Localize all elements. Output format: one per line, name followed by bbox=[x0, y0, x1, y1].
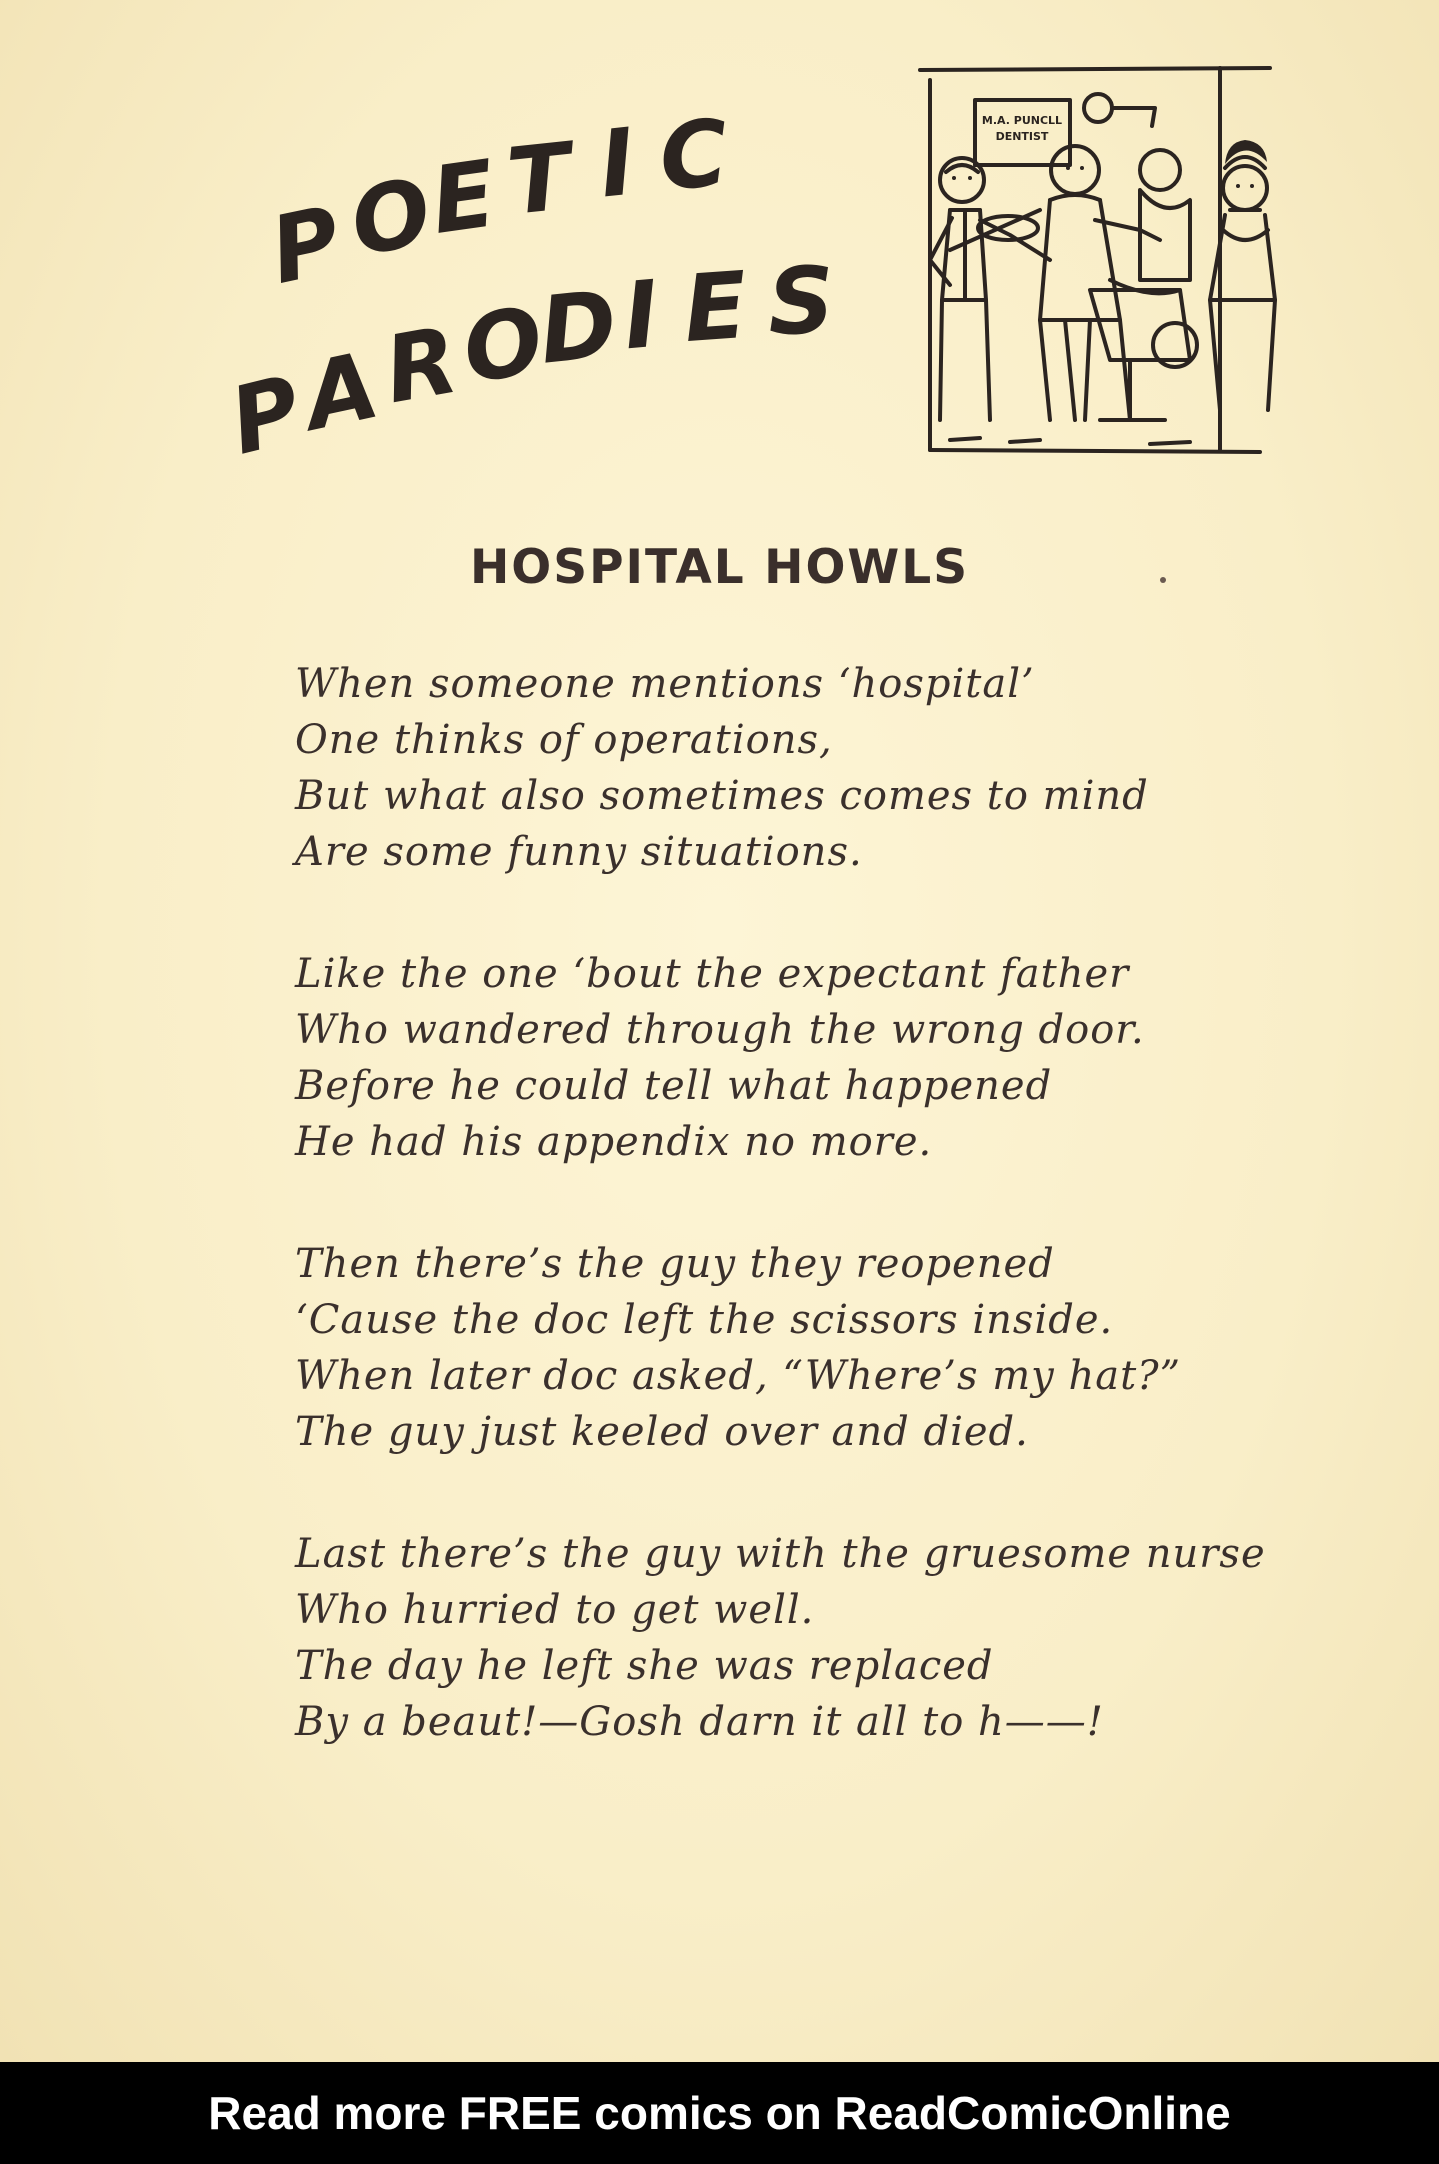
sign-line-2: DENTIST bbox=[995, 130, 1049, 143]
header-letter: O bbox=[343, 158, 439, 277]
stanza-3 bbox=[295, 1236, 1415, 1460]
header-letter: C bbox=[656, 99, 732, 212]
sign-line-1: M.A. PUNCLL bbox=[981, 114, 1063, 127]
footer-banner[interactable] bbox=[0, 2062, 1439, 2164]
header-letter: O bbox=[456, 287, 550, 404]
header-letter: I bbox=[619, 260, 663, 371]
poem-line: Who hurried to get well. bbox=[295, 1587, 815, 1633]
header-letter: R bbox=[377, 306, 466, 425]
poem-line: Last there’s the guy with the gruesome nurse bbox=[295, 1531, 1266, 1577]
poem-line: ‘Cause the doc left the scissors inside. bbox=[295, 1297, 1114, 1343]
stanza-1 bbox=[295, 656, 1415, 880]
poem-line: By a beaut!—Gosh darn it all to h——! bbox=[295, 1699, 1104, 1745]
poem-line: One thinks of operations, bbox=[295, 717, 833, 763]
poem-line: He had his appendix no more. bbox=[295, 1119, 933, 1165]
stanza-2 bbox=[295, 946, 1415, 1170]
poem-line: Like the one ‘bout the expectant father bbox=[295, 951, 1130, 997]
stanza-4 bbox=[295, 1526, 1415, 1750]
print-speck bbox=[1160, 577, 1166, 583]
dentist-illustration bbox=[890, 60, 1290, 460]
poem-line: The day he left she was replaced bbox=[295, 1643, 994, 1689]
poem-line: Who wandered through the wrong door. bbox=[295, 1007, 1145, 1053]
header-letter: S bbox=[766, 246, 837, 357]
footer-link[interactable]: Read more FREE comics on ReadComicOnline bbox=[208, 2087, 1231, 2139]
poem-line: But what also sometimes comes to mind bbox=[295, 773, 1149, 819]
header-letter: I bbox=[594, 108, 640, 219]
poem-line: The guy just keeled over and died. bbox=[295, 1409, 1029, 1455]
poem-line: Are some funny situations. bbox=[295, 829, 863, 875]
poem-line: Before he could tell what happened bbox=[295, 1063, 1053, 1109]
header-letter: T bbox=[502, 123, 577, 236]
poem-line: When later doc asked, “Where’s my hat?” bbox=[295, 1353, 1182, 1399]
poem-line: When someone mentions ‘hospital’ bbox=[295, 661, 1035, 707]
header-letter: A bbox=[295, 331, 388, 452]
header-letter: P bbox=[261, 186, 350, 305]
header-letter: D bbox=[534, 270, 622, 385]
header-letter: E bbox=[424, 140, 502, 255]
poem-title: HOSPITAL HOWLS bbox=[469, 540, 970, 595]
header-letter: P bbox=[219, 355, 312, 476]
poem-line: Then there’s the guy they reopened bbox=[295, 1241, 1055, 1287]
header-letter: E bbox=[680, 251, 751, 364]
